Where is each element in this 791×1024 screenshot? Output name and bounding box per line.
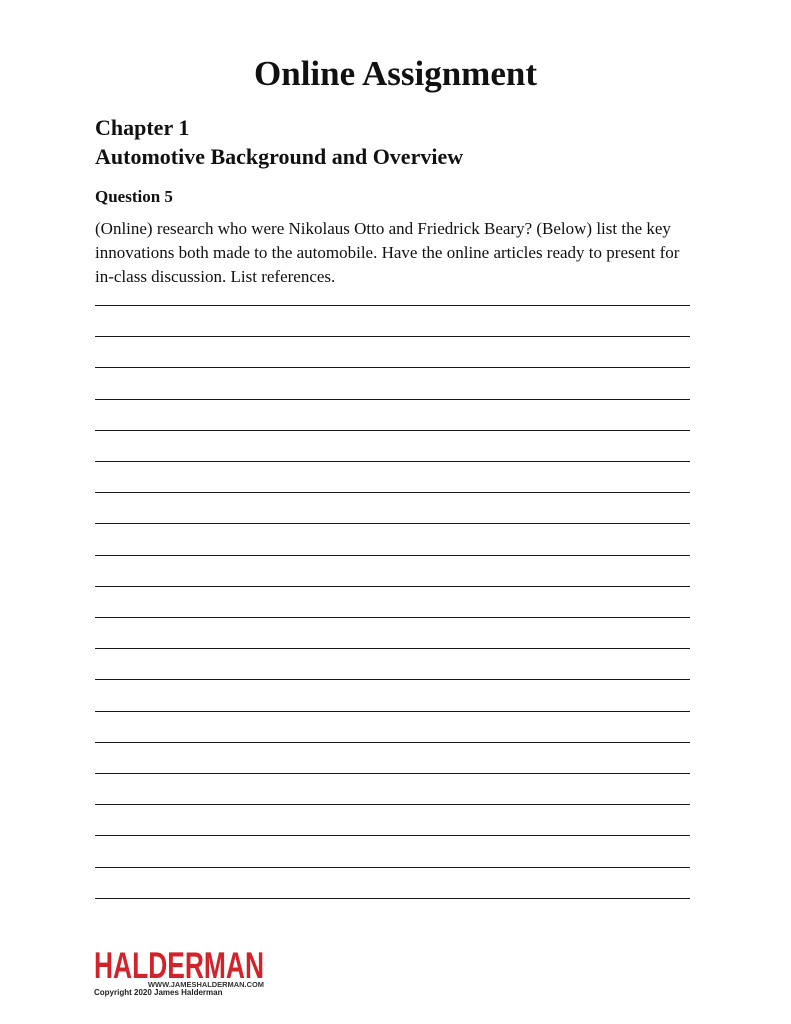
answer-line xyxy=(95,773,690,774)
answer-line xyxy=(95,305,690,306)
answer-line xyxy=(95,711,690,712)
halderman-logo xyxy=(94,946,269,990)
answer-line xyxy=(95,804,690,805)
page-title: Online Assignment xyxy=(254,54,537,93)
answer-line xyxy=(95,835,690,836)
chapter-title: Automotive Background and Overview xyxy=(95,144,464,169)
answer-line xyxy=(95,742,690,743)
answer-line xyxy=(95,430,690,431)
copyright-notice: Copyright 2020 James Halderman xyxy=(94,988,223,997)
question-text: (Online) research who were Nikolaus Otto and Friedrick Beary? (Below) list the key innovations both made to the automobile. Have the online articles ready to present for in-class discussion. List references. xyxy=(95,219,680,286)
answer-line xyxy=(95,555,690,556)
answer-line xyxy=(95,679,690,680)
logo-website: WWW.JAMESHALDERMAN.COM xyxy=(148,980,264,989)
answer-line xyxy=(95,648,690,649)
answer-line xyxy=(95,586,690,587)
answer-line xyxy=(95,399,690,400)
logo-graphic xyxy=(94,946,269,990)
logo-wordmark: HALDERMAN xyxy=(94,946,264,986)
answer-line xyxy=(95,898,690,899)
answer-line xyxy=(95,336,690,337)
chapter-heading: Chapter 1 xyxy=(95,115,190,140)
answer-line xyxy=(95,617,690,618)
question-label: Question 5 xyxy=(95,187,173,206)
answer-line xyxy=(95,367,690,368)
answer-line xyxy=(95,523,690,524)
answer-line xyxy=(95,492,690,493)
answer-line xyxy=(95,867,690,868)
answer-line xyxy=(95,461,690,462)
